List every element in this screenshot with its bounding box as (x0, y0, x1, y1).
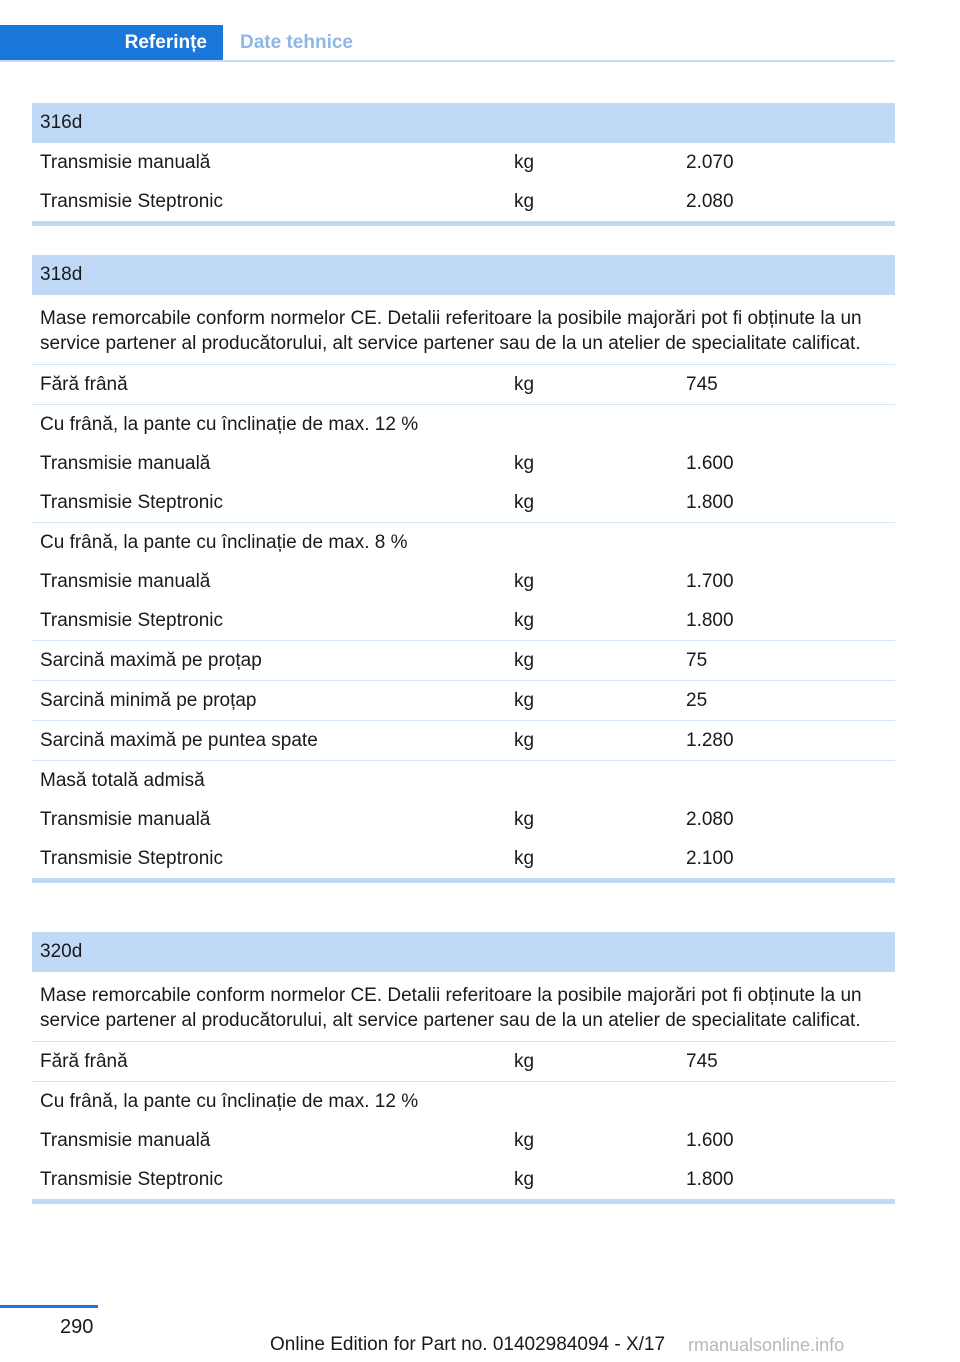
table-row (32, 601, 895, 641)
table-row (32, 1042, 895, 1082)
row-unit: kg (514, 809, 535, 830)
row-value: 2.070 (686, 152, 734, 173)
row-unit: kg (514, 650, 535, 671)
row-unit: kg (514, 152, 535, 173)
row-unit: kg (514, 1169, 535, 1190)
row-unit: kg (514, 1130, 535, 1151)
tab-referinte[interactable]: Referințe (0, 25, 223, 61)
table-row (32, 1082, 895, 1121)
row-unit: kg (514, 453, 535, 474)
row-value: 25 (686, 690, 708, 711)
table-row (32, 721, 895, 761)
row-label: Fără frână (40, 1051, 128, 1072)
table-row (32, 444, 895, 483)
section-316d (32, 103, 895, 226)
table-row (32, 562, 895, 601)
row-unit: kg (514, 848, 535, 869)
row-value: 1.800 (686, 610, 734, 631)
page-number: 290 (60, 1316, 94, 1338)
footer-edition: Online Edition for Part no. 01402984094 - X/17 (270, 1334, 666, 1355)
table-row (32, 523, 895, 562)
section-title: 318d (32, 255, 895, 295)
section-divider (32, 1199, 895, 1204)
table-row (32, 681, 895, 721)
page-number-rule (0, 1305, 98, 1308)
row-label: Cu frână, la pante cu înclinație de max. 12 % (40, 1091, 419, 1112)
section-title: 316d (32, 103, 895, 143)
row-label: Cu frână, la pante cu înclinație de max. 12 % (40, 414, 419, 435)
table-row (32, 483, 895, 523)
row-value: 2.100 (686, 848, 734, 869)
row-label: Transmisie manuală (40, 453, 211, 474)
row-value: 1.800 (686, 1169, 734, 1190)
row-unit: kg (514, 730, 535, 751)
table-row (32, 182, 895, 221)
row-label: Transmisie Steptronic (40, 492, 224, 513)
table-row (32, 365, 895, 405)
section-divider (32, 878, 895, 883)
section-divider (32, 221, 895, 226)
table-row (32, 800, 895, 839)
row-value: 1.700 (686, 571, 734, 592)
tab-underline (0, 60, 895, 62)
table-row (32, 405, 895, 444)
section-title: 320d (32, 932, 895, 972)
table-row (32, 761, 895, 800)
table-row (32, 839, 895, 878)
row-label: Sarcină minimă pe proțap (40, 690, 257, 711)
row-label: Masă totală admisă (40, 770, 205, 791)
row-label: Sarcină maximă pe puntea spate (40, 730, 318, 751)
row-value: 1.800 (686, 492, 734, 513)
row-label: Transmisie manuală (40, 809, 211, 830)
tab-bar (0, 25, 895, 62)
row-label: Transmisie Steptronic (40, 191, 224, 212)
row-unit: kg (514, 492, 535, 513)
watermark: rmanualsonline.info (688, 1335, 845, 1355)
row-value: 2.080 (686, 809, 734, 830)
row-label: Transmisie manuală (40, 571, 211, 592)
row-label: Transmisie Steptronic (40, 848, 224, 869)
row-value: 1.600 (686, 1130, 734, 1151)
table-row (32, 143, 895, 182)
section-318d (32, 255, 895, 883)
table-row (32, 641, 895, 681)
row-unit: kg (514, 610, 535, 631)
row-value: 745 (686, 1051, 718, 1072)
section-note: Mase remorcabile conform normelor CE. Detalii referitoare la posibile majorări pot fi obținute la un service partener al producătorului, alt service partener sau de la un atelier de specialitate calificat. (32, 295, 895, 365)
tab-date-tehnice[interactable]: Date tehnice (240, 32, 353, 53)
row-label: Transmisie Steptronic (40, 610, 224, 631)
row-value: 1.600 (686, 453, 734, 474)
table-row (32, 1121, 895, 1160)
table-row (32, 1160, 895, 1199)
row-value: 75 (686, 650, 708, 671)
row-unit: kg (514, 191, 535, 212)
row-value: 2.080 (686, 191, 734, 212)
row-label: Transmisie manuală (40, 152, 211, 173)
row-label: Cu frână, la pante cu înclinație de max. 8 % (40, 532, 408, 553)
row-label: Fără frână (40, 374, 128, 395)
section-320d (32, 932, 895, 1204)
row-label: Transmisie Steptronic (40, 1169, 224, 1190)
row-unit: kg (514, 374, 535, 395)
section-note: Mase remorcabile conform normelor CE. Detalii referitoare la posibile majorări pot fi obținute la un service partener al producătorului, alt service partener sau de la un atelier de specialitate calificat. (32, 972, 895, 1042)
row-value: 1.280 (686, 730, 734, 751)
row-value: 745 (686, 374, 718, 395)
row-label: Sarcină maximă pe proțap (40, 650, 262, 671)
row-unit: kg (514, 571, 535, 592)
row-label: Transmisie manuală (40, 1130, 211, 1151)
row-unit: kg (514, 690, 535, 711)
row-unit: kg (514, 1051, 535, 1072)
